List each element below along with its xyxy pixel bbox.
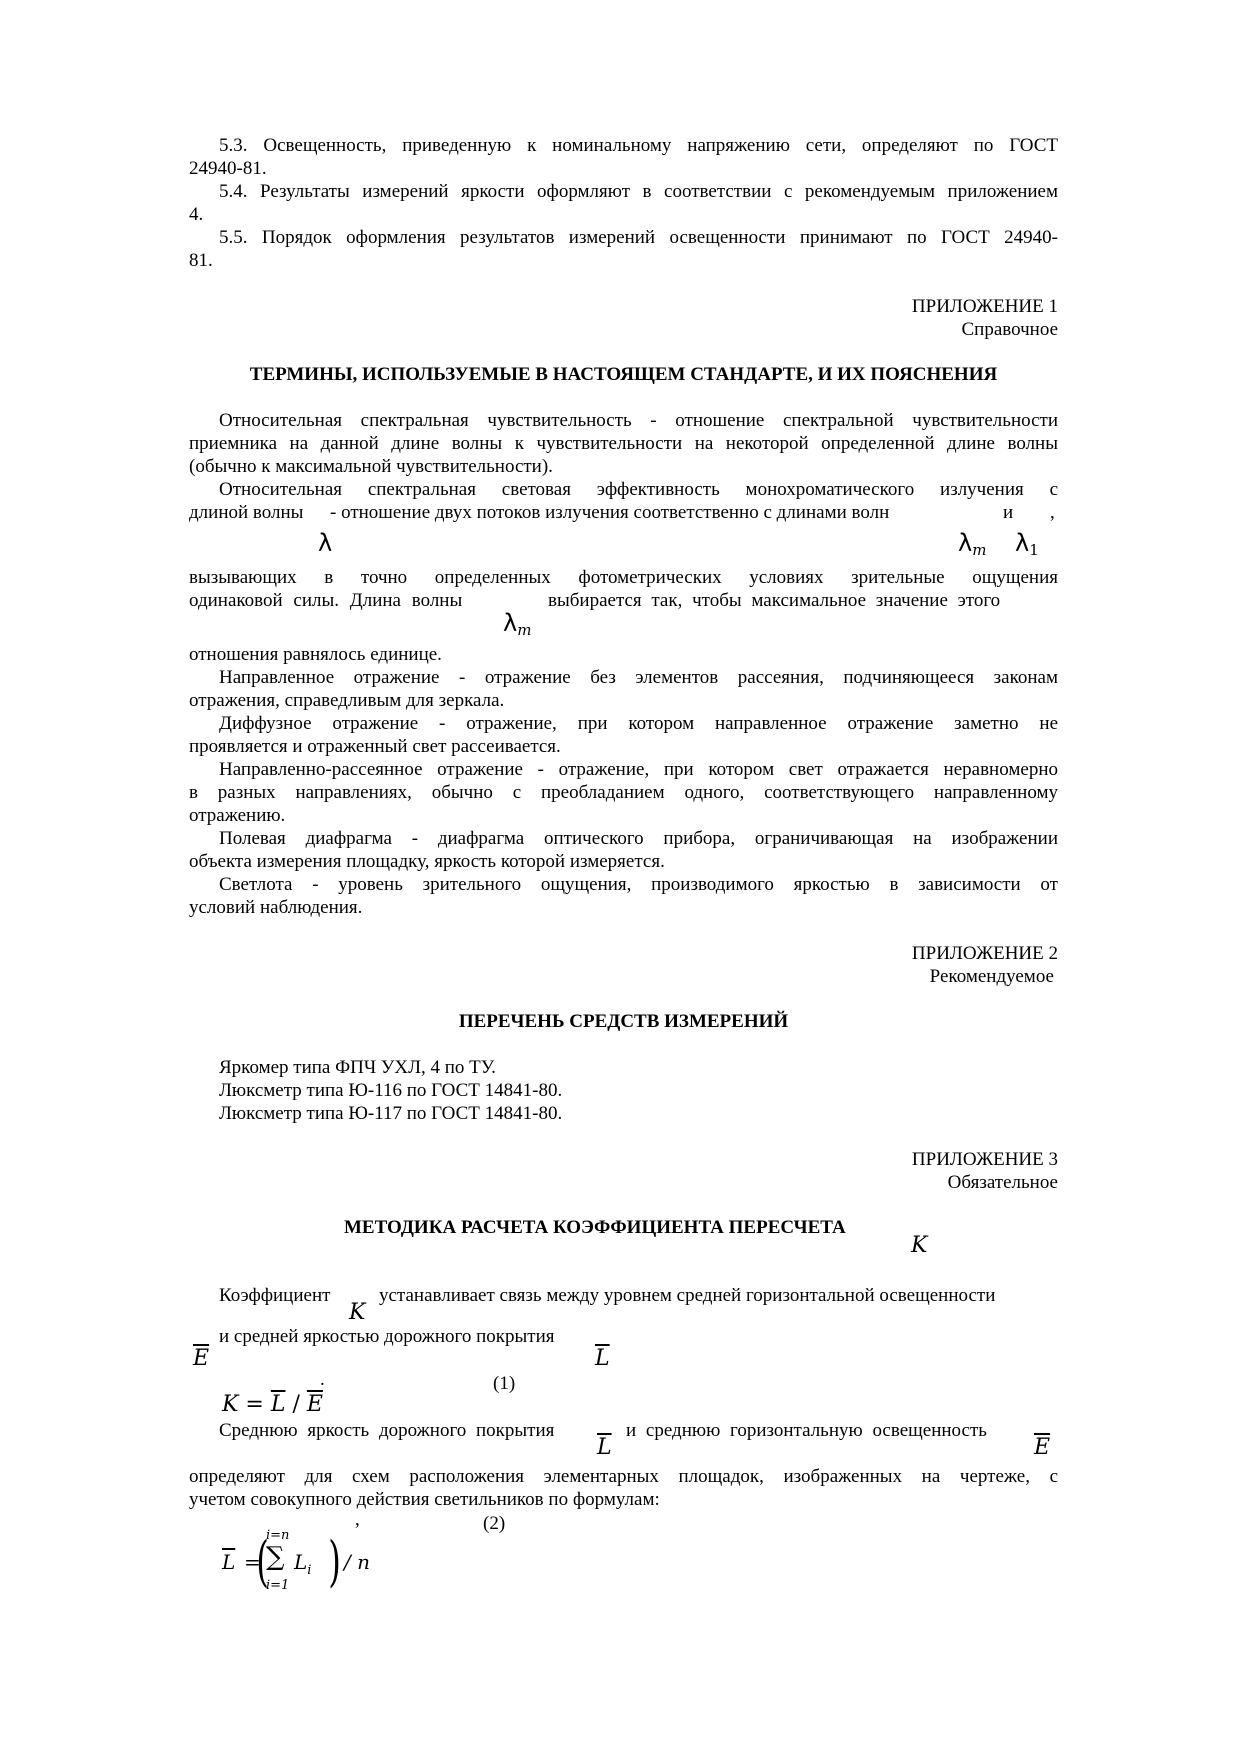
instrument-list-item: Яркомер типа ФПЧ УХЛ, 4 по ТУ. <box>219 1057 496 1078</box>
term-2-text: , <box>1050 502 1055 523</box>
term-2-text: одинаковой силы. Длина волны <box>189 590 463 611</box>
instrument-list-item: Люксметр типа Ю-117 по ГОСТ 14841-80. <box>219 1103 563 1124</box>
equation-2-number: (2) <box>483 1513 506 1534</box>
paragraph-5-4: 5.4. Результаты измерений яркости оформляют в соответствии с рекомендуемым приложением <box>219 181 1058 202</box>
lambda-m-symbol: $\lambda_m$ <box>503 609 532 639</box>
term-5-line-2: в разных направлениях, обычно с преобладанием одного, соответствующего направленному <box>189 782 1058 803</box>
l-bar-symbol: $\overline{L}$ <box>595 1346 610 1371</box>
term-3-line-1: Направленное отражение - отражение без элементов рассеяния, подчиняющееся законам <box>219 667 1058 688</box>
term-1-line-1: Относительная спектральная чувствительность - отношение спектральной чувствительности <box>219 410 1058 431</box>
average-text: учетом совокупного действия светильников по формулам: <box>189 1489 660 1510</box>
paragraph-5-3: 5.3. Освещенность, приведенную к номинальному напряжению сети, определяют по ГОСТ <box>219 135 1058 156</box>
coefficient-text: Коэффициент <box>219 1285 331 1306</box>
equation-2-comma: , <box>355 1509 360 1530</box>
appendix-3-title: МЕТОДИКА РАСЧЕТА КОЭФФИЦИЕНТА ПЕРЕСЧЕТА <box>344 1217 846 1238</box>
equation-1-dot: . <box>320 1369 325 1390</box>
paragraph-5-4-cont: 4. <box>189 204 204 225</box>
term-1-line-3: (обычно к максимальной чувствительности). <box>189 456 553 477</box>
term-7-line-1: Светлота - уровень зрительного ощущения, производимого яркостью в зависимости от <box>219 874 1058 895</box>
e-bar-symbol: $\overline{E}$ <box>1034 1435 1051 1460</box>
coefficient-text: и средней яркостью дорожного покрытия <box>219 1326 555 1347</box>
appendix-1-label: ПРИЛОЖЕНИЕ 1 <box>911 296 1058 317</box>
term-5-line-3: отражению. <box>189 805 286 826</box>
lambda-1-symbol: $\lambda_1$ <box>1015 529 1039 559</box>
appendix-1-title: ТЕРМИНЫ, ИСПОЛЬЗУЕМЫЕ В НАСТОЯЩЕМ СТАНДАРТЕ, И ИХ ПОЯСНЕНИЯ <box>249 364 998 385</box>
k-symbol: K <box>349 1300 366 1325</box>
average-text: определяют для схем расположения элементарных площадок, изображенных на чертеже, с <box>189 1466 1058 1487</box>
l-bar-symbol: $\overline{L}$ <box>597 1435 612 1460</box>
paragraph-5-5: 5.5. Порядок оформления результатов измерений освещенности принимают по ГОСТ 24940- <box>219 227 1058 248</box>
term-2-line-5: отношения равнялось единице. <box>189 644 442 665</box>
sum-upper-limit: i=n <box>266 1528 290 1543</box>
term-2-line-1: Относительная спектральная световая эффективность монохроматического излучения с <box>219 479 1058 500</box>
e-bar-symbol: $\overline{E}$ <box>193 1346 210 1371</box>
coefficient-text: устанавливает связь между уровнем средней горизонтальной освещенности <box>379 1285 996 1306</box>
term-3-line-2: отражения, справедливым для зеркала. <box>189 690 505 711</box>
average-text: Среднюю яркость дорожного покрытия <box>219 1420 555 1441</box>
instrument-list-item: Люксметр типа Ю-116 по ГОСТ 14841-80. <box>219 1080 563 1101</box>
term-2-text: - отношение двух потоков излучения соответственно с длинами волн <box>330 502 890 523</box>
left-paren: ( <box>256 1530 269 1593</box>
term-2-text: выбирается так, чтобы максимальное значение этого <box>548 590 1001 611</box>
term-2-text: длиной волны <box>189 502 304 523</box>
term-5-line-1: Направленно-рассеянное отражение - отражение, при котором свет отражается неравномерно <box>219 759 1058 780</box>
appendix-3-label: ПРИЛОЖЕНИЕ 3 <box>911 1149 1058 1170</box>
sum-lower-limit: i=1 <box>266 1578 290 1593</box>
term-2-line-3: вызывающих в точно определенных фотометрических условиях зрительные ощущения <box>189 567 1058 588</box>
paragraph-5-5-cont: 81. <box>189 250 213 271</box>
term-4-line-1: Диффузное отражение - отражение, при котором направленное отражение заметно не <box>219 713 1058 734</box>
k-symbol: K <box>911 1233 928 1258</box>
term-7-line-2: условий наблюдения. <box>189 897 363 918</box>
appendix-1-status: Справочное <box>961 319 1058 340</box>
appendix-3-status: Обязательное <box>947 1172 1058 1193</box>
appendix-2-label: ПРИЛОЖЕНИЕ 2 <box>911 943 1058 964</box>
term-1-line-2: приемника на данной длине волны к чувствительности на некоторой определенной длине волны <box>189 433 1058 454</box>
appendix-2-status: Рекомендуемое <box>929 966 1054 987</box>
term-6-line-2: объекта измерения площадку, яркость которой измеряется. <box>189 851 665 872</box>
average-text: и среднюю горизонтальную освещенность <box>626 1420 987 1441</box>
l-bar-symbol: $\overline{L}$ <box>222 1550 236 1574</box>
term-6-line-1: Полевая диафрагма - диафрагма оптического прибора, ограничивающая на изображении <box>219 828 1058 849</box>
sum-term: $L_i$ <box>294 1550 312 1578</box>
equation-1: $K = \overline{L} / \overline{E}$ <box>222 1392 323 1417</box>
lambda-m-symbol: $\lambda_m$ <box>958 529 987 559</box>
equals-sign: = <box>244 1550 261 1574</box>
appendix-2-title: ПЕРЕЧЕНЬ СРЕДСТВ ИЗМЕРЕНИЙ <box>458 1011 789 1032</box>
paragraph-5-3-cont: 24940-81. <box>189 158 267 179</box>
sum-icon: ∑ <box>266 1542 285 1572</box>
lambda-symbol: λ <box>318 529 333 557</box>
equation-1-number: (1) <box>493 1373 516 1394</box>
right-paren: ) <box>328 1530 341 1593</box>
term-4-line-2: проявляется и отраженный свет рассеивается. <box>189 736 561 757</box>
divide-by-n: / n <box>344 1550 370 1574</box>
equation-2 <box>222 1528 382 1600</box>
term-2-text: и <box>1003 502 1014 523</box>
